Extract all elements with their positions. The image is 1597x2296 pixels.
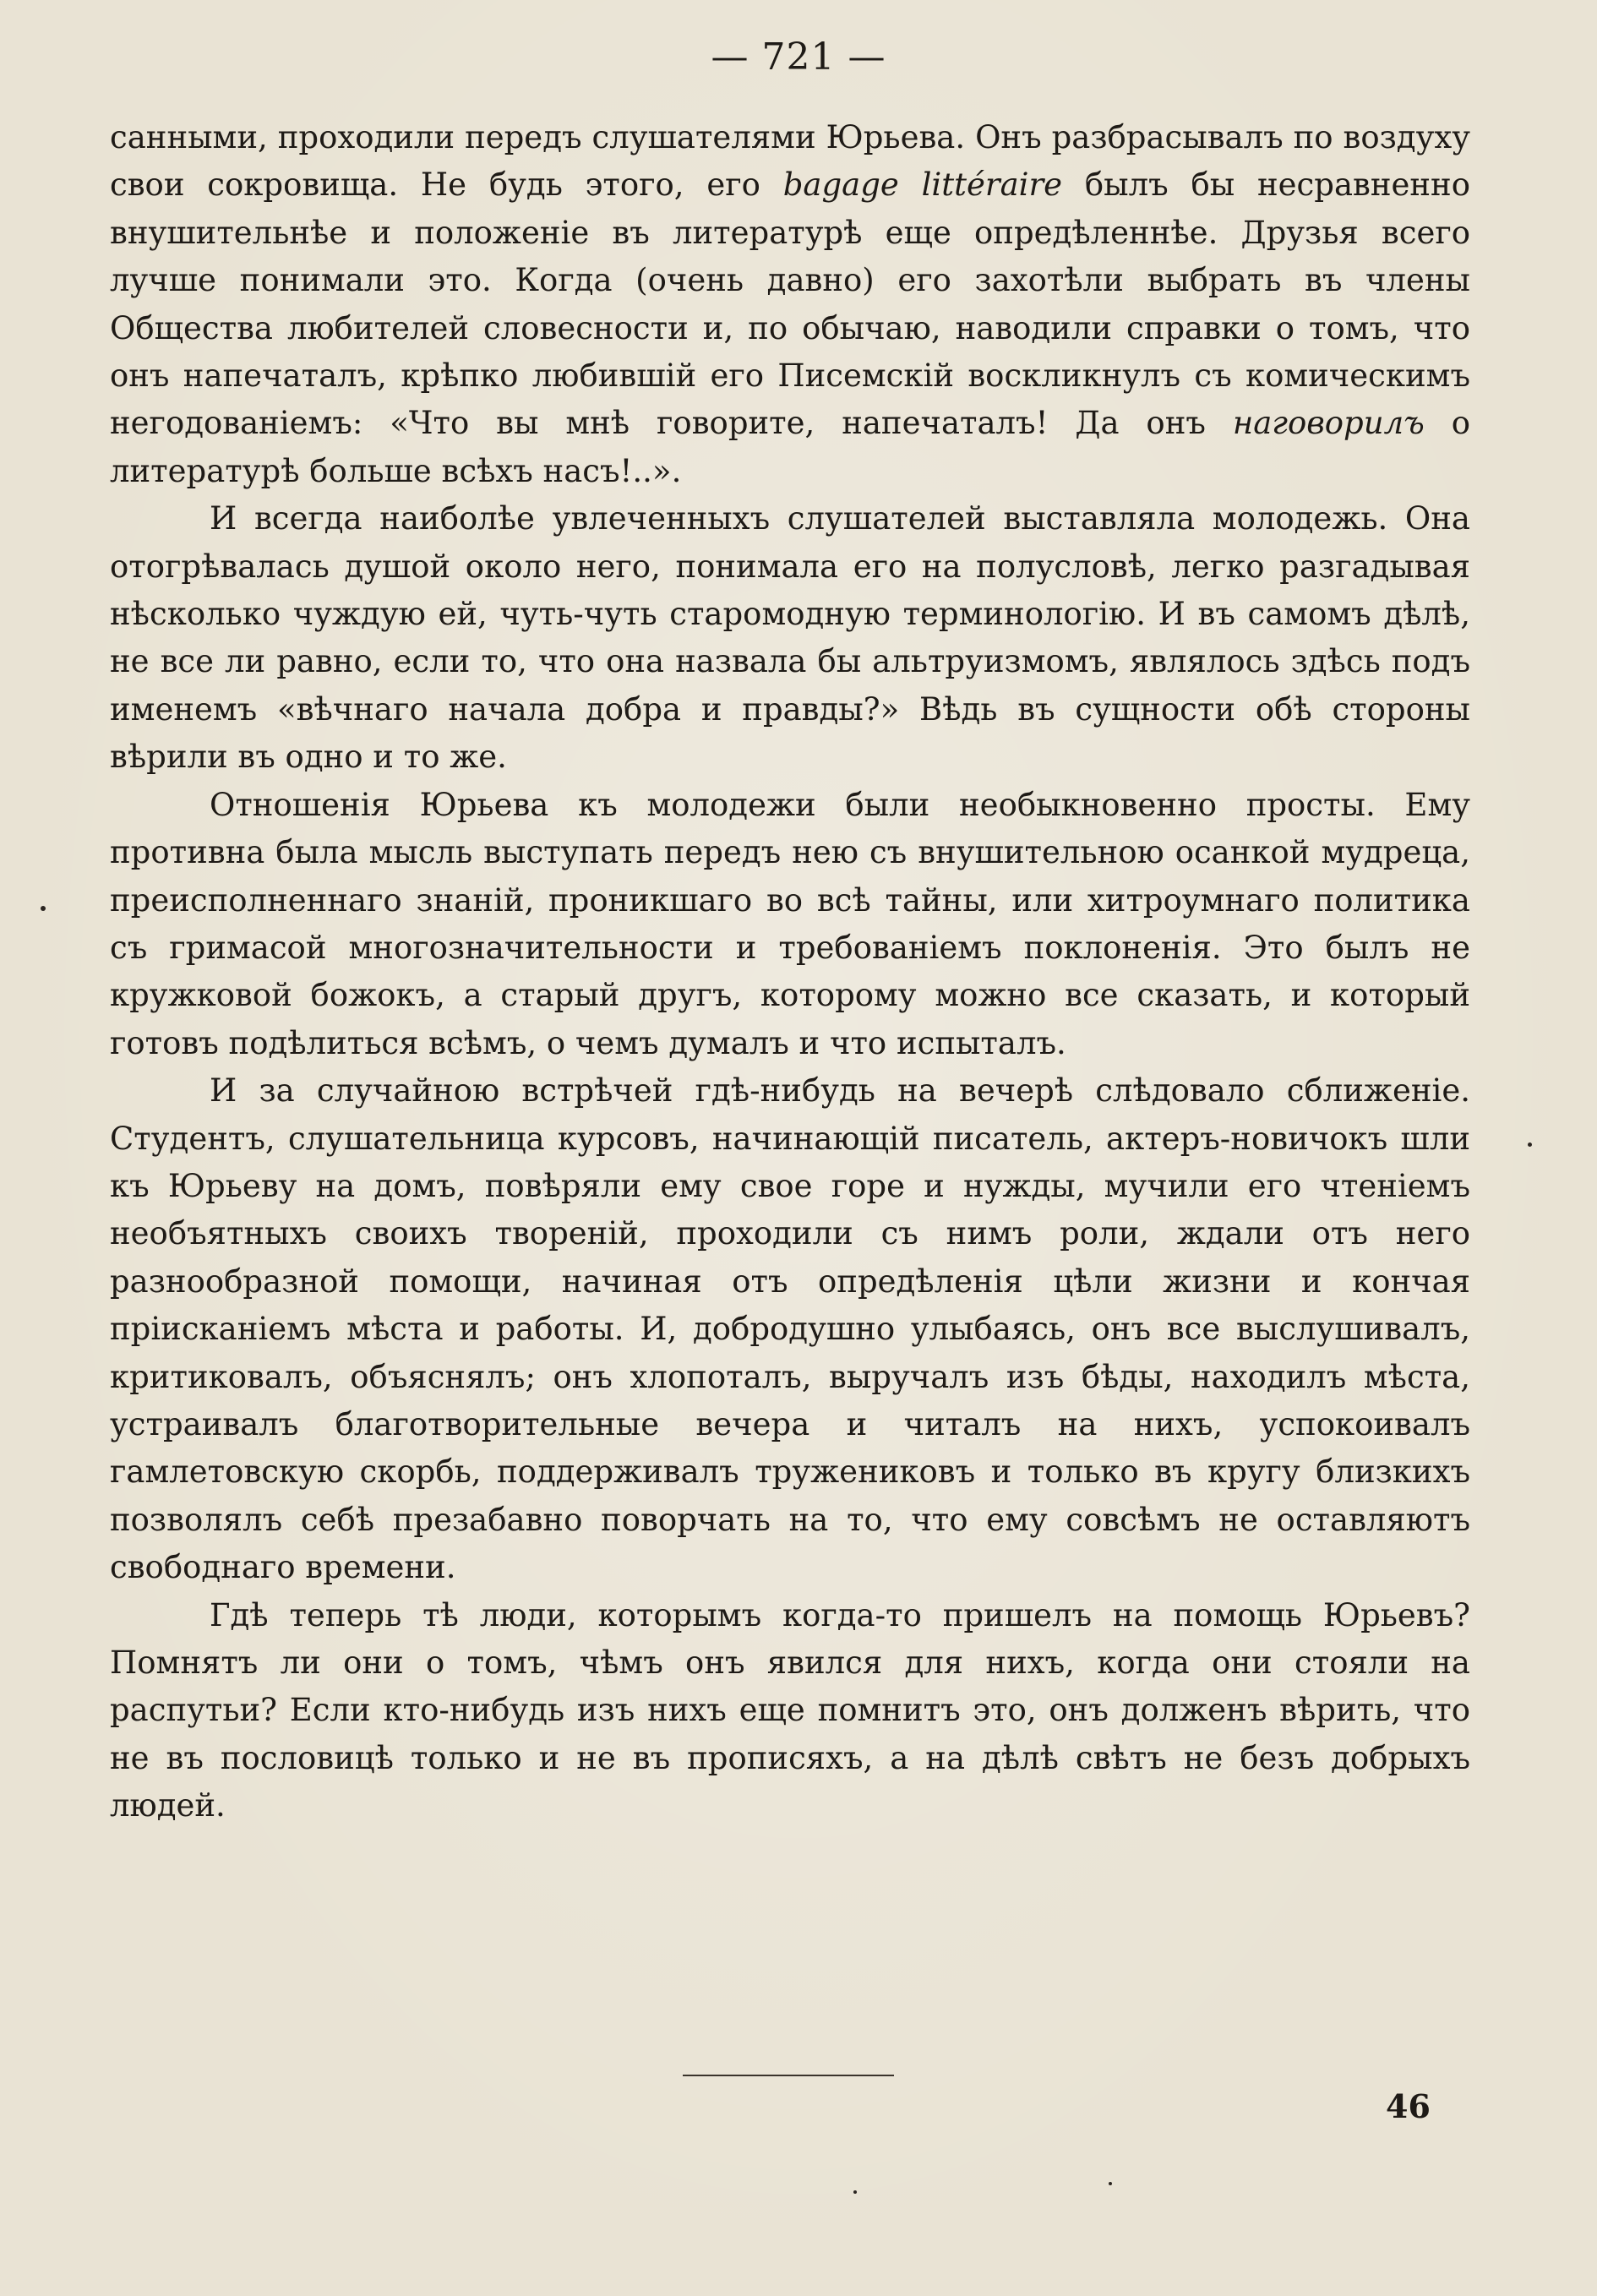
print-speck bbox=[41, 906, 46, 911]
section-divider-rule bbox=[683, 2075, 894, 2076]
paragraph bbox=[110, 1067, 1470, 1591]
paragraph bbox=[110, 782, 1470, 1067]
print-speck bbox=[853, 2190, 857, 2194]
body-text bbox=[110, 114, 1470, 1830]
text-run: Отношенія Юрьева къ молодежи были необыкновенно просты. Ему противна была мысль выступать передъ нею съ внушительною осанкой мудреца, преисполненнаго знаній, проникшаго во всѣ тайны, или хитроумнаго политика съ гримасой многозначительности и требованіемъ поклоненія. Это былъ не кружковой божокъ, а старый другъ, которому можно все сказать, и который готовъ подѣлиться всѣмъ, о чемъ думалъ и что испыталъ. bbox=[110, 786, 1470, 1061]
italic-phrase: bagage littéraire bbox=[782, 166, 1063, 204]
paragraph bbox=[110, 495, 1470, 781]
signature-mark: 46 bbox=[1386, 2087, 1431, 2125]
text-run: былъ бы несравненно внушительнѣе и положеніе въ литературѣ еще опредѣленнѣе. Друзья всего лучше понимали это. Когда (очень давно) его захотѣли выбрать въ члены Общества любителей словесности и, по обычаю, наводили справки о томъ, что онъ напечаталъ, крѣпко любившій его Писемскій воскликнулъ съ комическимъ негодованіемъ: «Что вы мнѣ говорите, напечаталъ! Да онъ bbox=[110, 166, 1470, 442]
text-run: санными, проходили передъ слушателями Юрьева. Онъ разбрасывалъ по воздуху свои сокровища. Не будь этого, его bbox=[110, 119, 1470, 204]
paragraph bbox=[110, 1592, 1470, 1830]
italic-word: наговорилъ bbox=[1232, 405, 1425, 442]
text-run: И всегда наиболѣе увлеченныхъ слушателей выставляла молодежь. Она отогрѣвалась душой около него, понимала его на полусловѣ, легко разгадывая нѣсколько чуждую ей, чуть-чуть старомодную терминологію. И въ самомъ дѣлѣ, не все ли равно, если то, что она назвала бы альтруизмомъ, являлось здѣсь подъ именемъ «вѣчнаго начала добра и правды?» Вѣдь въ сущности обѣ стороны вѣрили въ одно и то же. bbox=[110, 500, 1470, 776]
print-speck bbox=[1528, 1143, 1532, 1147]
text-run: И за случайною встрѣчей гдѣ-нибудь на вечерѣ слѣдовало сближеніе. Студентъ, слушательница курсовъ, начинающій писатель, актеръ-новичокъ шли къ Юрьеву на домъ, повѣряли ему свое горе и нужды, мучили его чтеніемъ необъятныхъ своихъ твореній, проходили съ нимъ роли, ждали отъ него разнообразной помощи, начиная отъ опредѣленія цѣли жизни и кончая пріисканіемъ мѣста и работы. И, добродушно улыбаясь, онъ все выслушивалъ, критиковалъ, объяснялъ; онъ хлопоталъ, выручалъ изъ бѣды, находилъ мѣста, устраивалъ благотворительные вечера и читалъ на нихъ, успокоивалъ гамлетовскую скорбь, поддерживалъ тружениковъ и только въ кругу близкихъ позволялъ себѣ презабавно поворчать на то, что ему совсѣмъ не оставляютъ свободнаго времени. bbox=[110, 1072, 1470, 1586]
print-speck bbox=[1109, 2182, 1112, 2185]
page-number-header: — 721 — bbox=[711, 35, 886, 79]
paragraph bbox=[110, 114, 1470, 495]
text-run: Гдѣ теперь тѣ люди, которымъ когда-то пришелъ на помощь Юрьевъ? Помнятъ ли они о томъ, чѣмъ онъ явился для нихъ, когда они стояли на распутьи? Если кто-нибудь изъ нихъ еще помнитъ это, онъ долженъ вѣрить, что не въ пословицѣ только и не въ прописяхъ, а на дѣлѣ свѣтъ не безъ добрыхъ людей. bbox=[110, 1596, 1470, 1824]
text-run: о литературѣ больше всѣхъ насъ!..». bbox=[110, 405, 1470, 489]
